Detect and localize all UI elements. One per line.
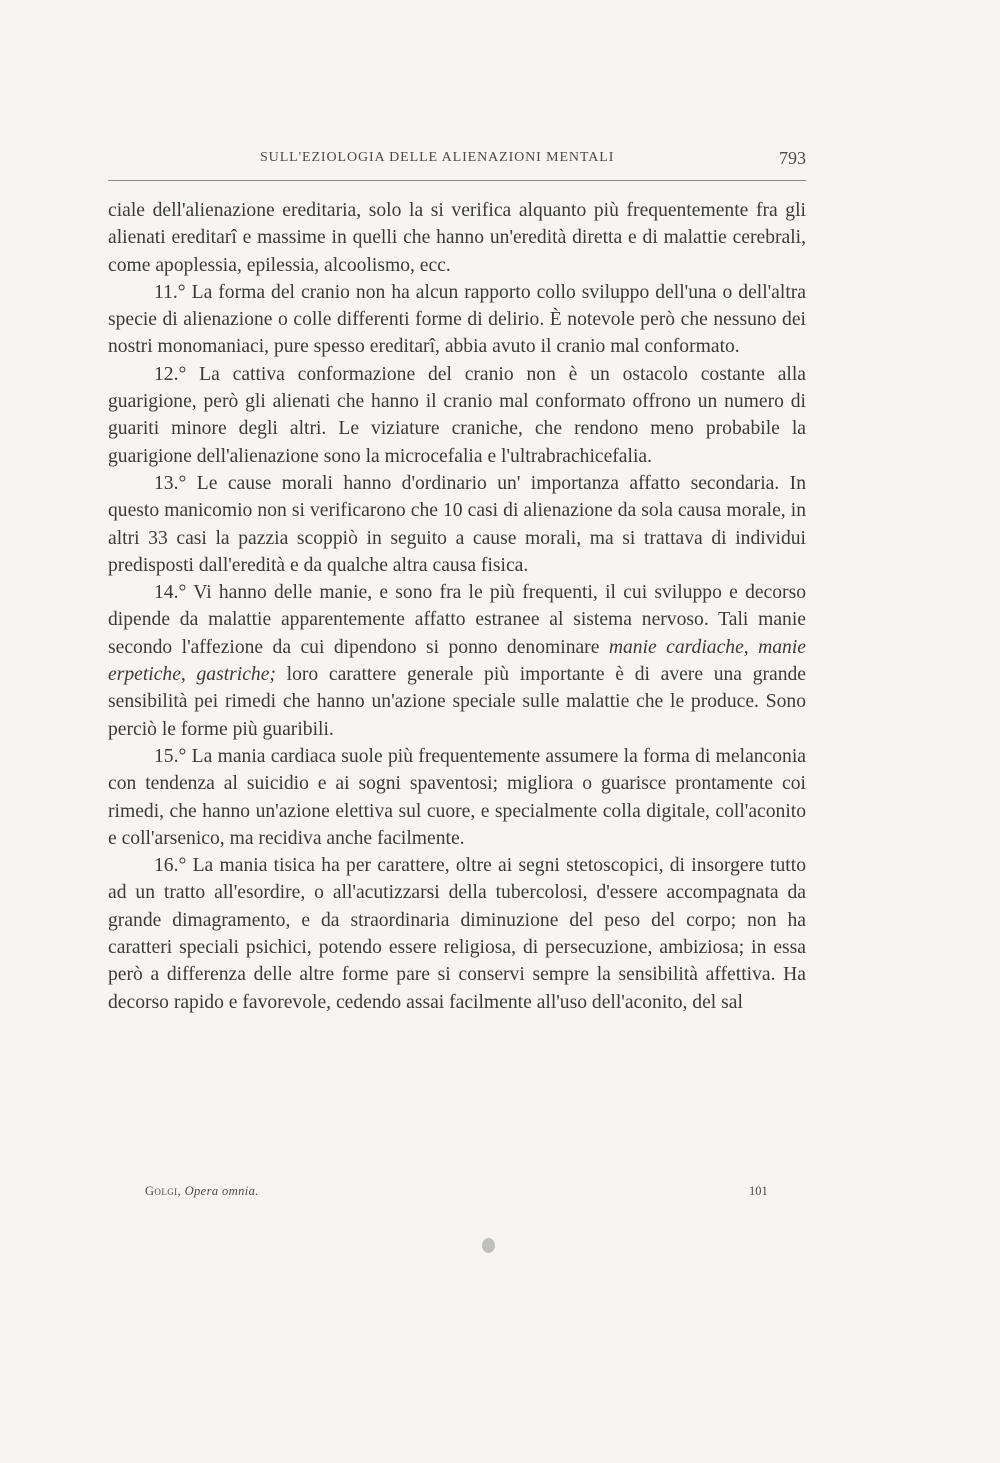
paragraph-text: ciale dell'alienazione ereditaria, solo la si verifica alquanto più frequentemente fra gli alienati ereditarî e massime in quelli che hanno un'eredità diretta e di malattie cerebrali, come apoplessia, epilessia, alcoolismo, ecc. xyxy=(108,200,806,276)
paragraph xyxy=(108,470,806,579)
ink-spot xyxy=(482,1238,495,1253)
paragraph xyxy=(108,579,806,743)
paragraph-text: 16.° La mania tisica ha per carattere, oltre ai segni stetoscopici, di insorgere tutto ad un tratto all'esordire, o all'acutizzarsi della tubercolosi, d'essere accompagnata da grande dimagramento, e da straordinaria diminuzione del peso del corpo; non ha caratteri speciali psichici, potendo essere religiosa, di persecuzione, ambiziosa; in essa però a differenza delle altre forme pare si conservi sempre la sensibilità affettiva. Ha decorso rapido e favorevole, cedendo assai facilmente all'uso dell'aconito, del sal xyxy=(108,855,806,1013)
footer-citation xyxy=(145,1184,259,1199)
paragraph xyxy=(108,197,806,279)
footer-work: Opera omnia. xyxy=(184,1184,259,1198)
footer-author: Golgi, xyxy=(145,1184,182,1198)
paragraph xyxy=(108,361,806,470)
paragraph xyxy=(108,279,806,361)
paragraph-text: 15.° La mania cardiaca suole più frequentemente assumere la forma di melanconia con tendenza al suicidio e ai sogni spaventosi; migliora o guarisce prontamente coi rimedi, che hanno un'azione elettiva sul cuore, e specialmente colla digitale, coll'aconito e coll'arsenico, ma recidiva anche facilmente. xyxy=(108,745,806,849)
paragraph-text: 12.° La cattiva conformazione del cranio non è un ostacolo costante alla guarigione, però gli alienati che hanno il cranio mal conformato offrono un numero di guariti minore degli altri. Le viziature craniche, che rendono meno probabile la guarigione dell'alienazione sono la microcefalia e l'ultrabrachicefalia. xyxy=(108,363,806,467)
page-number: 793 xyxy=(779,148,806,168)
page-header xyxy=(108,150,806,181)
running-head: SULL'EZIOLOGIA DELLE ALIENAZIONI MENTALI xyxy=(260,150,615,165)
paragraph-text: 13.° Le cause morali hanno d'ordinario un' importanza affatto secondaria. In questo manicomio non si verificarono che 10 casi di alienazione da sola causa morale, in altri 33 casi la pazzia scoppiò in seguito a cause morali, ma si trattava di individui predisposti dall'eredità e da qualche altra causa fisica. xyxy=(108,472,806,576)
signature-mark: 101 xyxy=(749,1184,768,1198)
body-text xyxy=(108,197,806,1016)
paragraph xyxy=(108,852,806,1016)
paragraph-text: loro carattere generale più importante è di avere una grande sensibilità pei rimedi che hanno un'azione speciale sulle malattie che le produce. Sono perciò le forme più guaribili. xyxy=(108,664,807,740)
paragraph-text: 11.° La forma del cranio non ha alcun rapporto collo sviluppo dell'una o dell'altra specie di alienazione o colle differenti forme di delirio. È notevole però che nessuno dei nostri monomaniaci, pure spesso ereditarî, abbia avuto il cranio mal conformato. xyxy=(108,281,806,358)
italic-text: manie cardiache, manie erpetiche, gastriche; xyxy=(108,636,806,686)
paragraph-text: 14.° Vi hanno delle manie, e sono fra le più frequenti, il cui sviluppo e decorso dipende da malattie apparentemente affatto estranee al sistema nervoso. Tali manie secondo l'affezione da cui dipendono si ponno denominare xyxy=(108,582,806,658)
paragraph xyxy=(108,743,806,852)
